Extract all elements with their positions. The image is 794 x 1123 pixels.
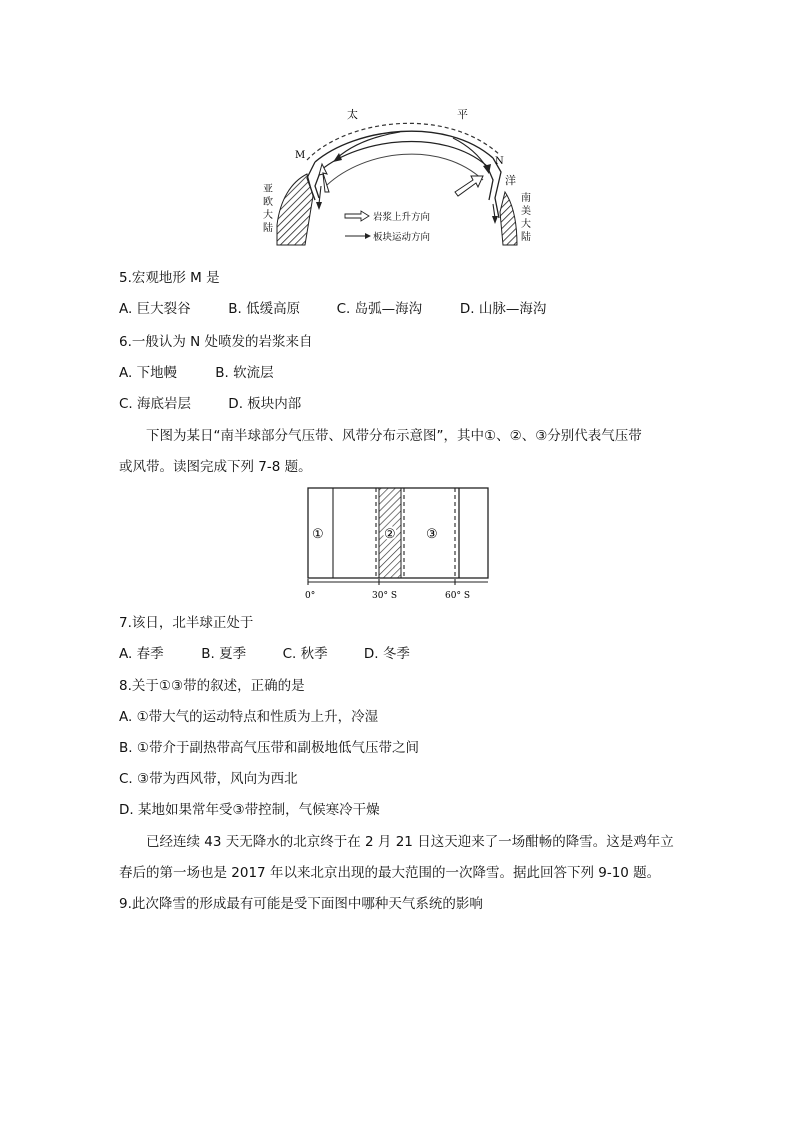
q9-stem: 9.此次降雪的形成最有可能是受下面图中哪种天气系统的影响 — [119, 896, 483, 912]
legend-magma-arrow — [345, 211, 369, 221]
plate-section-svg — [255, 100, 555, 250]
intro3-line2: 春后的第一场也是 2017 年以来北京出现的最大范围的一次降雪。据此回答下列 9-10 题。 — [119, 865, 661, 881]
q7-option-a[interactable]: A. 春季 — [119, 646, 164, 662]
q5-option-d[interactable]: D. 山脉—海沟 — [459, 301, 547, 317]
q5-option-b[interactable]: B. 低缓高原 — [228, 301, 301, 317]
tick-30s: 30° S — [372, 591, 397, 601]
plate-arrow-down-left — [319, 186, 321, 204]
q6-option-c[interactable]: C. 海底岩层 — [119, 396, 192, 412]
left-land-2: 欧 — [263, 197, 273, 208]
intro2-line1: 下图为某日“南半球部分气压带、风带分布示意图”，其中①、②、③分别代表气压带 — [146, 428, 642, 444]
q5-option-a[interactable]: A. 巨大裂谷 — [119, 301, 191, 317]
q7-options — [119, 645, 410, 663]
q8-option-d[interactable]: D. 某地如果常年受③带控制，气候寒冷干燥 — [119, 802, 380, 818]
q6-options-row1 — [119, 364, 274, 382]
label-ping: 平 — [457, 108, 468, 121]
pressure-belts-svg — [300, 484, 500, 604]
right-land-4: 陆 — [521, 232, 531, 243]
q5-option-c[interactable]: C. 岛弧—海沟 — [336, 301, 423, 317]
mantle-curve — [327, 154, 483, 185]
q6-option-a[interactable]: A. 下地幔 — [119, 365, 178, 381]
q7-option-c[interactable]: C. 秋季 — [282, 646, 328, 662]
left-land-3: 大 — [263, 210, 273, 221]
figure-plate-section — [255, 100, 555, 250]
q6-stem: 6.一般认为 N 处喷发的岩浆来自 — [119, 334, 313, 350]
intro2-line2: 或风带。读图完成下列 7-8 题。 — [119, 459, 312, 475]
magma-arrow-right — [455, 176, 483, 196]
left-land-1: 亚 — [263, 184, 273, 195]
q7-option-d[interactable]: D. 冬季 — [363, 646, 410, 662]
right-land-1: 南 — [521, 193, 531, 204]
label-M: M — [295, 150, 306, 161]
q8-stem: 8.关于①③带的叙述，正确的是 — [119, 678, 305, 694]
zone-3-label: ③ — [426, 527, 438, 542]
intro3-line1: 已经连续 43 天无降水的北京终于在 2 月 21 日这天迎来了一场酣畅的降雪。这是鸡年立 — [146, 834, 674, 850]
q6-option-d[interactable]: D. 板块内部 — [228, 396, 302, 412]
legend-magma-text: 岩浆上升方向 — [373, 212, 431, 223]
zone-2-label: ② — [384, 527, 396, 542]
label-tai: 太 — [347, 108, 358, 121]
q5-options — [119, 300, 546, 318]
right-land-2: 美 — [521, 206, 531, 217]
q8-option-a[interactable]: A. ①带大气的运动特点和性质为上升，冷湿 — [119, 709, 379, 725]
tick-0: 0° — [305, 591, 316, 601]
q6-options-row2 — [119, 395, 301, 413]
left-land-4: 陆 — [263, 223, 273, 234]
q7-option-b[interactable]: B. 夏季 — [201, 646, 247, 662]
zone-1-label: ① — [312, 527, 324, 542]
legend-plate-text: 板块运动方向 — [373, 232, 431, 243]
label-yang: 洋 — [505, 174, 516, 187]
right-continent — [500, 192, 517, 245]
q6-option-b[interactable]: B. 软流层 — [215, 365, 274, 381]
right-land-3: 大 — [521, 219, 531, 230]
q5-stem: 5.宏观地形 M 是 — [119, 270, 220, 286]
label-N: N — [495, 156, 504, 167]
q7-stem: 7.该日，北半球正处于 — [119, 615, 254, 631]
q8-option-c[interactable]: C. ③带为西风带，风向为西北 — [119, 771, 298, 787]
figure-pressure-belts — [300, 484, 500, 604]
plate-arrow-down-right — [493, 204, 495, 218]
tick-60s: 60° S — [445, 591, 470, 601]
q8-option-b[interactable]: B. ①带介于副热带高气压带和副极地低气压带之间 — [119, 740, 419, 756]
left-continent — [277, 174, 313, 245]
